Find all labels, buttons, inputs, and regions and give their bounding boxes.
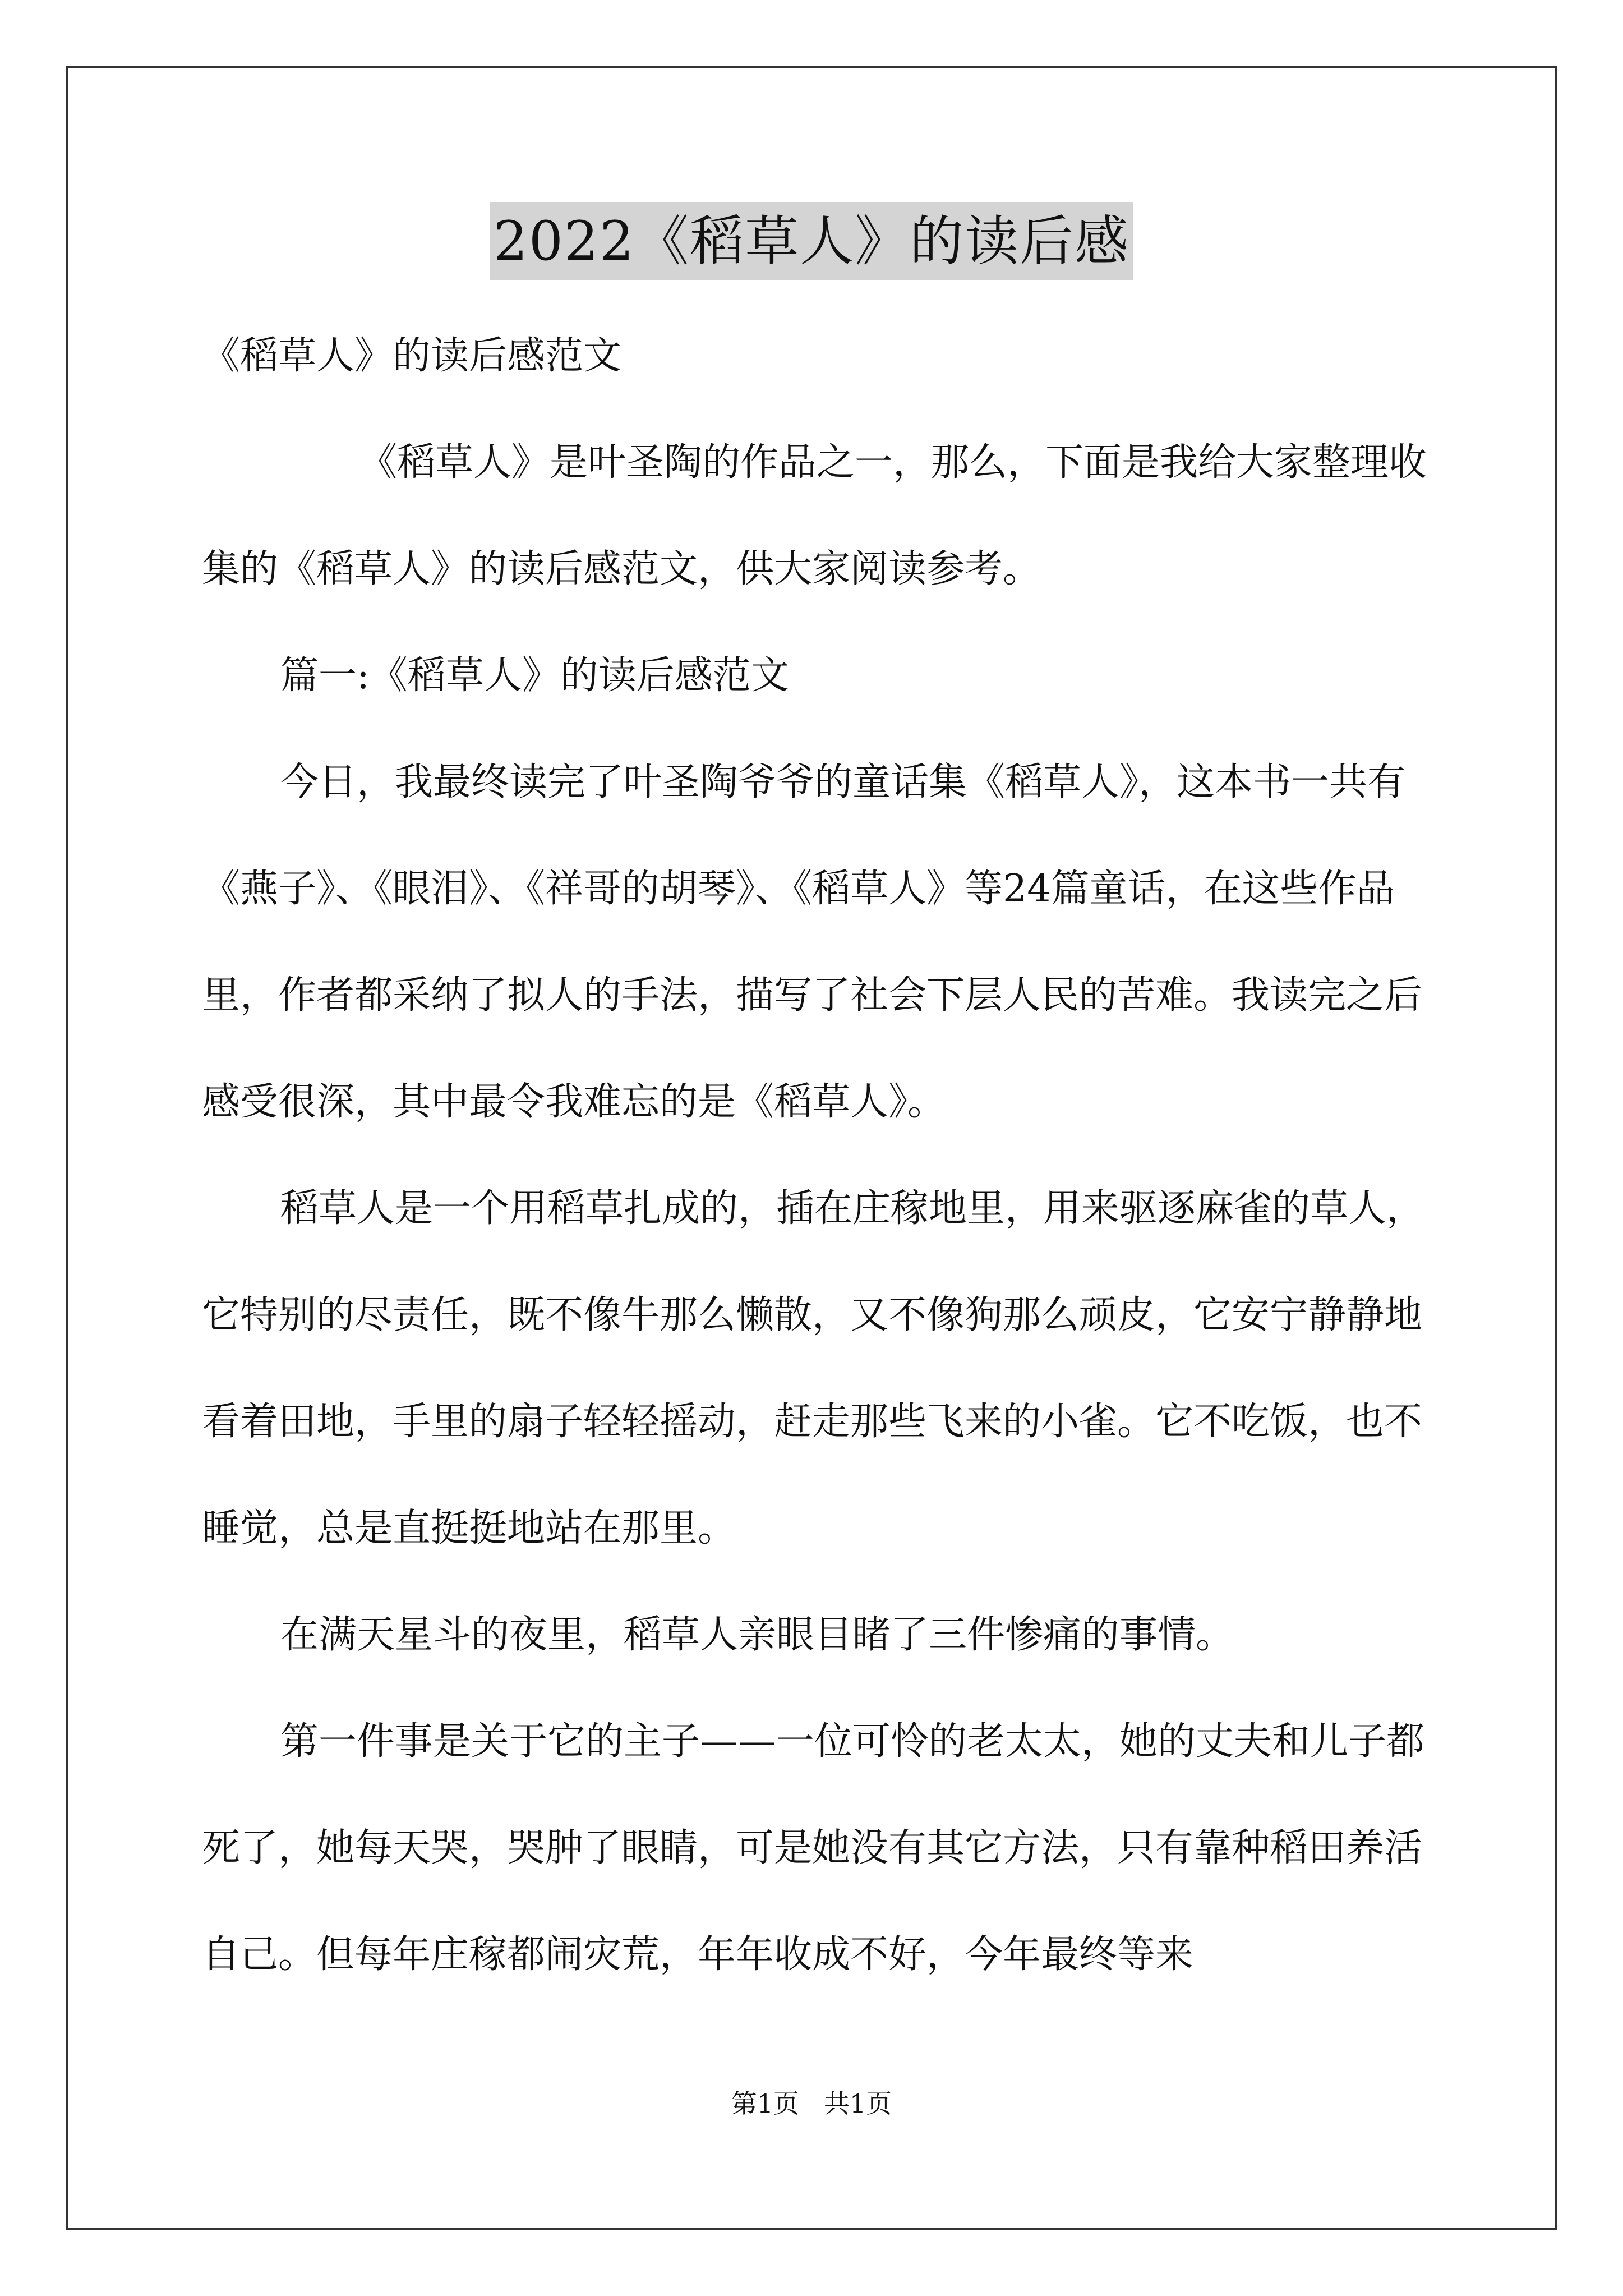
paragraph-subtitle: 《稻草人》的读后感范文 bbox=[202, 334, 622, 378]
paragraph-section-heading: 篇一:《稻草人》的读后感范文 bbox=[280, 654, 789, 698]
paragraph-body: 第一件事是关于它的主子——一位可怜的老太太，她的丈夫和儿子都死了，她每天哭，哭肿了眼睛，可是她没有其它方法，只有靠种稻田养活自己。但每年庄稼都闹灾荒，年年收成不好，今年最终等来 bbox=[202, 1719, 1425, 1977]
page-total: 共1页 bbox=[824, 2088, 892, 2119]
paragraph-body: 稻草人是一个用稻草扎成的，插在庄稼地里，用来驱逐麻雀的草人，它特别的尽责任，既不像牛那么懒散，又不像狗那么顽皮，它安宁静静地看着田地，手里的扇子轻轻摇动，赶走那些飞来的小雀。它不吃饭，也不睡觉，总是直挺挺地站在那里。 bbox=[202, 1186, 1425, 1550]
paragraph-body: 今日，我最终读完了叶圣陶爷爷的童话集《稻草人》，这本书一共有《燕子》、《眼泪》、《祥哥的胡琴》、《稻草人》等24篇童话，在这些作品里，作者都采纳了拟人的手法，描写了社会下层人民的苦难。我读完之后感受很深，其中最令我难忘的是《稻草人》。 bbox=[202, 760, 1423, 1124]
page-footer bbox=[0, 2087, 1623, 2120]
document-title: 2022《稻草人》的读后感 bbox=[490, 202, 1133, 280]
paragraph-body: 在满天星斗的夜里，稻草人亲眼目睹了三件惨痛的事情。 bbox=[280, 1613, 1234, 1657]
document-body bbox=[202, 303, 1430, 2008]
page-number: 第1页 bbox=[731, 2088, 799, 2119]
title-container bbox=[0, 202, 1623, 280]
paragraph-intro: 《稻草人》是叶圣陶的作品之一，那么，下面是我给大家整理收集的《稻草人》的读后感范文，供大家阅读参考。 bbox=[202, 440, 1427, 591]
